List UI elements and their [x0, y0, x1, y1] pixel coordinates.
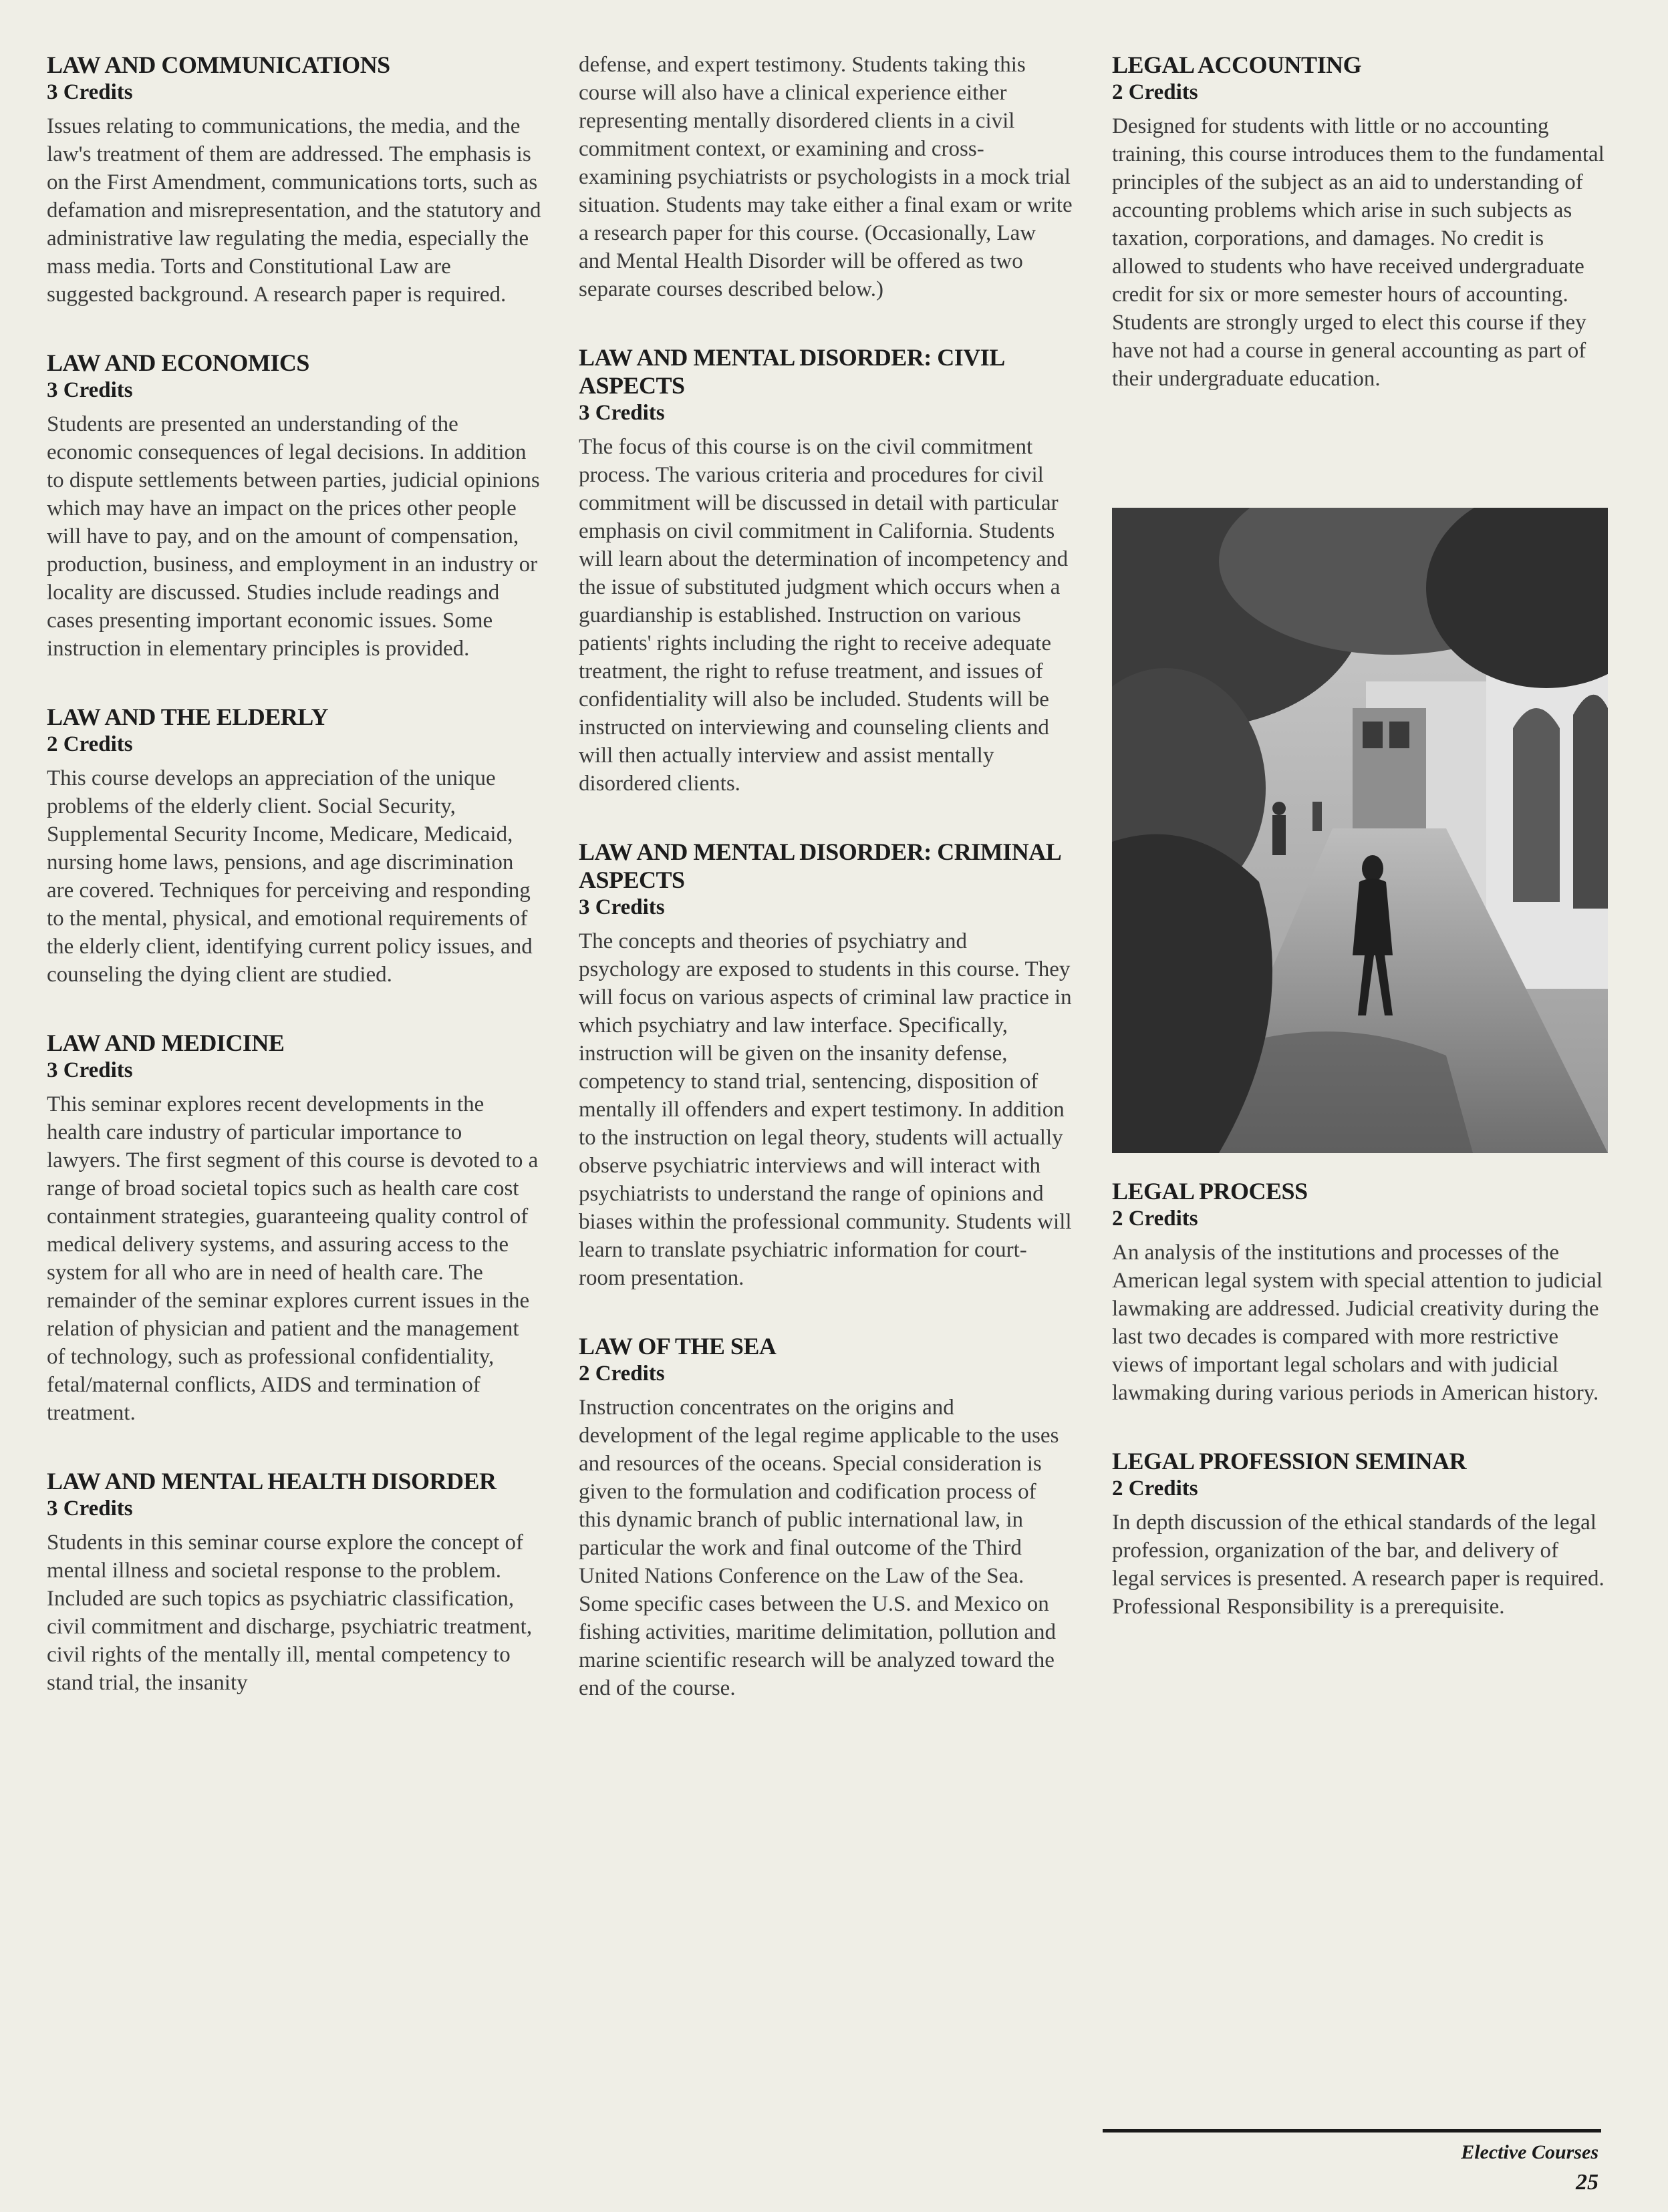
- page-number: 25: [1576, 2170, 1598, 2195]
- course-title: LEGAL PROCESS: [1112, 1178, 1308, 1205]
- course-description: The concepts and theories of psychiatry and psychology are exposed to students in this course. They will focus on various aspects of criminal law practice in which psychiatry and law interface. Specifically, instruction will be given on the insanity defense, competency to stand trial, sentencing, disposition of mentally ill offenders and expert testimony. In addition to the instruction on legal theory, students will actually observe psychiatric interviews and will interact with psychiatrists to understand the range of opinions and biases within the professional community. Students will learn to translate psychiatric information for court-room presentation.: [579, 929, 1072, 1290]
- course-title: LAW OF THE SEA: [579, 1333, 777, 1360]
- course-legal-process: [1112, 1177, 1607, 1407]
- course-credits: 3 Credits: [579, 401, 665, 425]
- campus-photo: [1112, 508, 1608, 1153]
- course-credits: 3 Credits: [579, 895, 665, 919]
- course-legal-profession-seminar: [1112, 1447, 1607, 1621]
- course-continuation: [579, 51, 1073, 303]
- course-title: LAW AND ECONOMICS: [47, 349, 309, 376]
- course-title: LAW AND THE ELDERLY: [47, 703, 328, 730]
- column-right-top: [1112, 51, 1607, 433]
- course-description: In depth discussion of the ethical standards of the legal profession, organization of the bar, and delivery of legal services is presented. A research paper is required. Professional Responsibility is a prerequisite.: [1112, 1511, 1605, 1619]
- course-description: Designed for students with little or no accounting training, this course introduces them to the fundamental principles of the subject as an aid to understanding of accounting problems which arise in such subjects as taxation, corporations, and damages. No credit is allowed to students who have received undergraduate credit for six or more semester hours of accounting. Students are strongly urged to elect this course if they have not had a course in general accounting as part of their undergraduate education.: [1112, 114, 1605, 391]
- course-credits: 2 Credits: [1112, 80, 1198, 104]
- course-credits: 2 Credits: [579, 1362, 665, 1386]
- course-description: Students are presented an understanding of the economic consequences of legal decisions. In addition to dispute settlements between parties, judicial opinions which may have an impact on the prices other people will have to pay, and on the amount of compensation, production, business, and employment in an industry or locality are discussed. Studies include readings and cases presenting important economic issues. Some instruction in elementary principles is provided.: [47, 412, 540, 661]
- column-left: [47, 51, 541, 1737]
- course-law-and-the-elderly: [47, 703, 541, 989]
- course-legal-accounting: [1112, 51, 1607, 393]
- course-title: LEGAL ACCOUNTING: [1112, 51, 1362, 78]
- course-credits: 2 Credits: [1112, 1476, 1198, 1500]
- course-credits: 3 Credits: [47, 1058, 133, 1082]
- column-middle: [579, 51, 1073, 1742]
- footer-rule: [1103, 2129, 1601, 2132]
- course-title: LAW AND MENTAL HEALTH DISORDER: [47, 1468, 497, 1494]
- course-title: LAW AND COMMUNICATIONS: [47, 51, 390, 78]
- course-description: This seminar explores recent developments in the health care industry of particular importance to lawyers. The first segment of this course is devoted to a range of broad societal topics such as health care cost containment strategies, guaranteeing quality control of medical delivery systems, and assuring access to the system for all who are in need of health care. The remainder of the seminar explores current issues in the relation of physician and patient and the management of technology, such as professional confidentiality, fetal/maternal conflicts, AIDS and termination of treatment.: [47, 1092, 539, 1425]
- course-description: This course develops an appreciation of the unique problems of the elderly client. Social Security, Supplemental Security Income, Medicare, Medicaid, nursing home laws, pensions, and age discrimination are covered. Techniques for perceiving and responding to the mental, physical, and emotional requirements of the elderly client, identifying current policy issues, and counseling the dying client are studied.: [47, 766, 533, 987]
- course-credits: 3 Credits: [47, 1496, 133, 1521]
- course-credits: 3 Credits: [47, 80, 133, 104]
- course-description: The focus of this course is on the civil commitment process. The various criteria and procedures for civil commitment will be discussed in detail with particular emphasis on civil commitment in California. Students will learn about the determination of incompetency and the issue of substituted judgment which occurs when a guardianship is established. Instruction on various patients' rights including the right to receive adequate treatment, the right to refuse treatment, and issues of confidentiality will also be included. Students will be instructed on interviewing and counseling clients and will then actually interview and assist mentally disordered clients.: [579, 435, 1069, 796]
- column-right-bottom: [1112, 1177, 1607, 1661]
- course-law-and-medicine: [47, 1029, 541, 1427]
- course-law-and-economics: [47, 349, 541, 663]
- course-description: Students in this seminar course explore the concept of mental illness and societal response to the problem. Included are such topics as psychiatric classification, civil commitment and discharge, psychiatric treatment, civil rights of the mentally ill, mental competency to stand trial, the insanity: [47, 1531, 533, 1695]
- course-description: Instruction concentrates on the origins and development of the legal regime applicable to the uses and resources of the oceans. Special consideration is given to the formulation and codification process of this dynamic branch of public international law, in particular the work and final outcome of the Third United Nations Conference on the Law of the Sea. Some specific cases between the U.S. and Mexico on fishing activities, maritime delimitation, pollution and marine scientific research will be analyzed toward the end of the course.: [579, 1396, 1059, 1700]
- course-title: LAW AND MENTAL DISORDER: CRIMINAL ASPECTS: [579, 838, 1061, 893]
- course-mental-disorder-civil: [579, 343, 1073, 798]
- footer-section-label: Elective Courses: [1461, 2141, 1598, 2163]
- course-law-and-mental-health-disorder: [47, 1467, 541, 1697]
- continued-description: defense, and expert testimony. Students taking this course will also have a clinical experience either representing mentally disordered clients in a civil commitment context, or examining and cross-examining psychiatrists or psychologists in a mock trial situation. Students may take either a final exam or write a research paper for this course. (Occasionally, Law and Mental Health Disorder will be offered as two separate courses described below.): [579, 53, 1073, 301]
- course-credits: 2 Credits: [1112, 1207, 1198, 1231]
- course-credits: 2 Credits: [47, 732, 133, 756]
- course-credits: 3 Credits: [47, 378, 133, 402]
- course-title: LAW AND MENTAL DISORDER: CIVIL ASPECTS: [579, 344, 1004, 399]
- course-law-and-communications: [47, 51, 541, 309]
- course-mental-disorder-criminal: [579, 838, 1073, 1292]
- course-title: LAW AND MEDICINE: [47, 1030, 285, 1056]
- course-description: An analysis of the institutions and processes of the American legal system with special attention to judicial lawmaking are addressed. Judicial creativity during the last two decades is compared with more restrictive views of important legal scholars and with judicial lawmaking during various periods in American history.: [1112, 1241, 1603, 1405]
- course-title: LEGAL PROFESSION SEMINAR: [1112, 1448, 1467, 1474]
- course-law-of-the-sea: [579, 1332, 1073, 1702]
- course-description: Issues relating to communications, the media, and the law's treatment of them are addressed. The emphasis is on the First Amendment, communications torts, such as defamation and misrepresentation, and the statutory and administrative law regulating the media, especially the mass media. Torts and Constitutional Law are suggested background. A research paper is required.: [47, 114, 541, 307]
